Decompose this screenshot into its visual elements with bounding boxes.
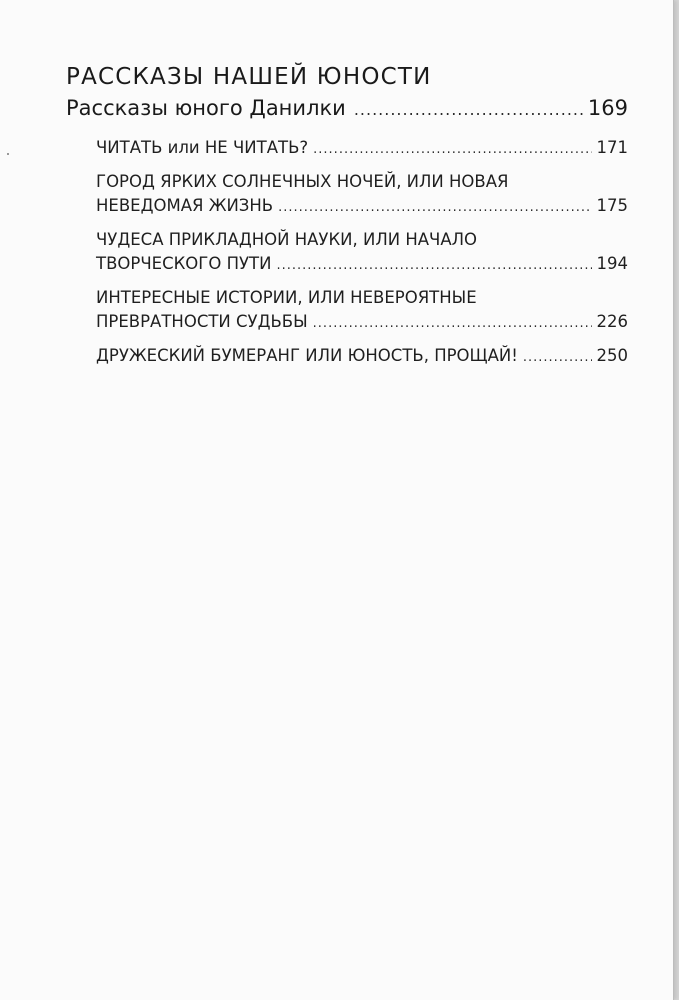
dot-leader [276, 254, 591, 278]
chapter-page-number: 169 [587, 96, 628, 120]
toc-entry[interactable] [96, 136, 628, 162]
dot-leader [313, 138, 591, 162]
entry-title: ДРУЖЕСКИЙ БУМЕРАНГ ИЛИ ЮНОСТЬ, ПРОЩАЙ! [96, 346, 518, 365]
section-title: РАССКАЗЫ НАШЕЙ ЮНОСТИ [66, 64, 432, 90]
toc-entry[interactable] [96, 170, 628, 220]
entry-page-number: 171 [596, 138, 628, 157]
entry-page-number: 226 [596, 312, 628, 331]
toc-entries [96, 136, 628, 378]
toc-entry[interactable] [96, 286, 628, 336]
dot-leader [523, 346, 592, 370]
paper-speck [7, 153, 9, 155]
entry-title-line2: НЕВЕДОМАЯ ЖИЗНЬ [96, 196, 274, 215]
dot-leader [354, 100, 585, 119]
entry-page-number: 175 [596, 196, 628, 215]
entry-title: ЧИТАТЬ или НЕ ЧИТАТЬ? [96, 138, 309, 157]
dot-leader [278, 196, 591, 220]
entry-page-number: 194 [596, 254, 628, 273]
toc-entry[interactable] [96, 228, 628, 278]
chapter-title: Рассказы юного Данилки [66, 96, 346, 120]
dot-leader [313, 312, 592, 336]
entry-title-line1: ЧУДЕСА ПРИКЛАДНОЙ НАУКИ, ИЛИ НАЧАЛО [96, 230, 478, 249]
entry-title-line1: ГОРОД ЯРКИХ СОЛНЕЧНЫХ НОЧЕЙ, ИЛИ НОВАЯ [96, 172, 509, 191]
entry-title-line2: ТВОРЧЕСКОГО ПУТИ [96, 254, 272, 273]
entry-page-number: 250 [596, 346, 628, 365]
entry-title-line2: ПРЕВРАТНОСТИ СУДЬБЫ [96, 312, 308, 331]
toc-entry[interactable] [96, 344, 628, 370]
entry-title-line1: ИНТЕРЕСНЫЕ ИСТОРИИ, ИЛИ НЕВЕРОЯТНЫЕ [96, 288, 477, 307]
toc-chapter[interactable] [66, 96, 628, 120]
